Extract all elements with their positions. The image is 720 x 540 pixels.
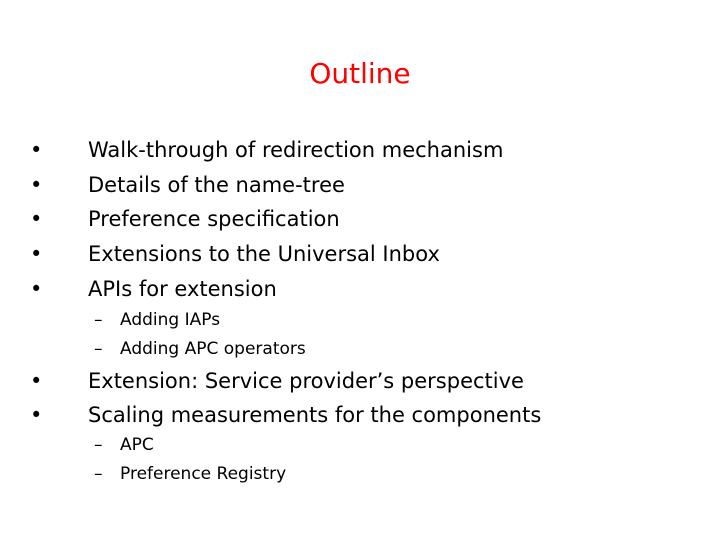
bullet-marker: • xyxy=(30,403,43,427)
bullet-text: Scaling measurements for the components xyxy=(88,403,542,427)
bullet-text: Preference specification xyxy=(88,207,340,231)
bullet-text: Walk-through of redirection mechanism xyxy=(88,138,504,162)
sub-bullet-text: APC xyxy=(120,435,154,455)
bullet-text: APIs for extension xyxy=(88,277,277,301)
bullet-text: Extensions to the Universal Inbox xyxy=(88,242,440,266)
dash-marker: – xyxy=(94,464,103,484)
sub-bullet-text: Adding APC operators xyxy=(120,339,306,359)
bullet-text: Details of the name-tree xyxy=(88,173,345,197)
bullet-marker: • xyxy=(30,207,43,231)
dash-marker: – xyxy=(94,339,103,359)
sub-bullet-text: Adding IAPs xyxy=(120,310,221,330)
bullet-marker: • xyxy=(30,242,43,266)
bullet-text: Extension: Service provider’s perspective xyxy=(88,369,524,393)
bullet-marker: • xyxy=(30,277,43,301)
dash-marker: – xyxy=(94,435,103,455)
bullet-marker: • xyxy=(30,173,43,197)
bullet-marker: • xyxy=(30,138,43,162)
slide-title: Outline xyxy=(309,57,411,90)
sub-bullet-text: Preference Registry xyxy=(120,464,287,484)
dash-marker: – xyxy=(94,310,103,330)
bullet-marker: • xyxy=(30,369,43,393)
